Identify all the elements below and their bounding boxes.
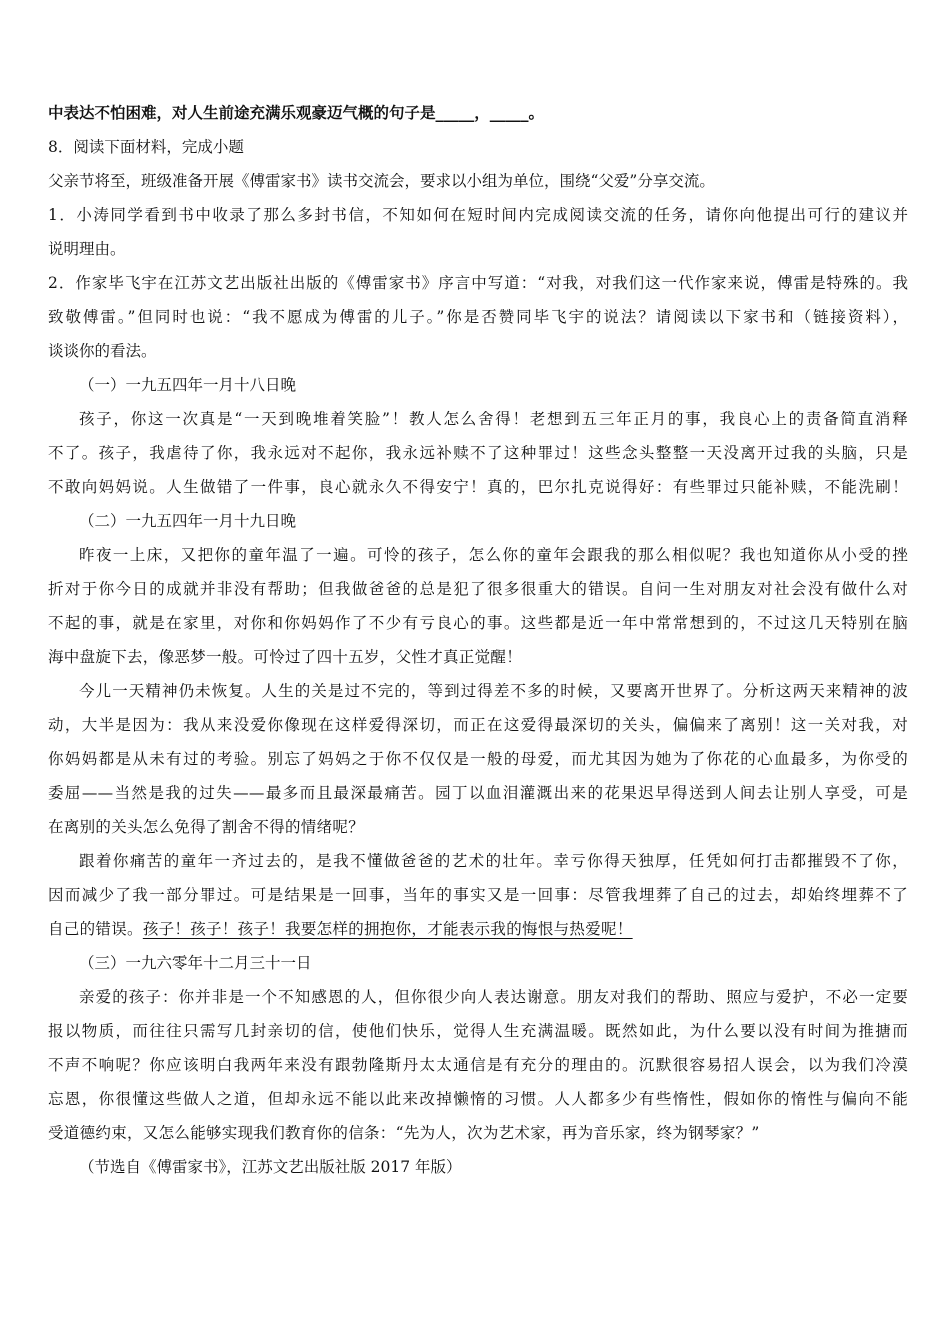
letter-3-heading: （三）一九六零年十二月三十一日	[79, 954, 312, 972]
letter-2-line: 折对于你今日的成就并非没有帮助；但我做爸爸的总是犯了很多很重大的错误。自问一生对朋友对社会没有做什么对	[48, 580, 908, 598]
letter-2-line: 委屈——当然是我的过失——最多而且最深最痛苦。园丁以血泪灌溉出来的花果迟早得送到人间去让别人享受，可是	[48, 784, 908, 802]
source-citation: （节选自《傅雷家书》，江苏文艺出版社版 2017 年版）	[79, 1158, 462, 1176]
letter-3-line: 报以物质，而往往只需写几封亲切的信，使他们快乐，觉得人生充满温暖。既然如此，为什么要以没有时间为推搪而	[48, 1022, 908, 1040]
letter-2-line: 今儿一天精神仍未恢复。人生的关是过不完的，等到过得差不多的时候，又要离开世界了。分析这两天来精神的波	[79, 682, 908, 700]
subquestion-1-line-1: 1．小涛同学看到书中收录了那么多封书信，不知如何在短时间内完成阅读交流的任务，请你向他提出可行的建议并	[48, 206, 908, 224]
question-8-title: 8．阅读下面材料，完成小题	[48, 138, 244, 156]
letter-2-line: 不起的事，就是在家里，对你和你妈妈作了不少有亏良心的事。这些都是近一年中常常想到的，不过这几天特别在脑	[48, 614, 908, 632]
plain-text: 自己的错误。	[48, 920, 143, 938]
subquestion-2-line-3: 谈谈你的看法。	[48, 342, 157, 360]
letter-1-line: 孩子，你这一次真是“一天到晚堆着笑脸”！教人怎么舍得！老想到五三年正月的事，我良心上的责备简直消释	[79, 410, 908, 428]
letter-3-line: 忘恩，你很懂这些做人之道，但却永远不能以此来改掉懒惰的习惯。人人都多少有些惰性，假如你的惰性与偏向不能	[48, 1090, 908, 1108]
question-7-tail: 中表达不怕困难，对人生前途充满乐观豪迈气概的句子是_____，_____。	[48, 103, 545, 122]
letter-2-line: 动，大半是因为：我从来没爱你像现在这样爱得深切，而正在这爱得最深切的关头，偏偏来了离别！这一关对我，对	[48, 716, 908, 734]
letter-1-heading: （一）一九五四年一月十八日晚	[79, 376, 297, 394]
letter-2-line: 海中盘旋下去，像恶梦一般。可怜过了四十五岁，父性才真正觉醒！	[48, 648, 523, 666]
letter-2-line: 在离别的关头怎么免得了割舍不得的情绪呢？	[48, 818, 365, 836]
letter-2-line: 你妈妈都是从未有过的考验。别忘了妈妈之于你不仅仅是一般的母爱，而尤其因为她为了你花的心血最多，为你受的	[48, 750, 908, 768]
letter-3-line: 受道德约束，又怎么能够实现我们教育你的信条：“先为人，次为艺术家，再为音乐家，终为钢琴家？”	[48, 1124, 760, 1142]
subquestion-2-line-1: 2．作家毕飞宇在江苏文艺出版社出版的《傅雷家书》序言中写道：“对我，对我们这一代作家来说，傅雷是特殊的。我	[48, 274, 908, 292]
subquestion-1-line-2: 说明理由。	[48, 240, 126, 258]
document-page	[48, 96, 908, 1184]
letter-2-line: 跟着你痛苦的童年一齐过去的，是我不懂做爸爸的艺术的壮年。幸亏你得天独厚，任凭如何打击都摧毁不了你，	[79, 852, 908, 870]
letter-1-line: 不了。孩子，我虐待了你，我永远对不起你，我永远补赎不了这种罪过！这些念头整整一天没离开过我的头脑，只是	[48, 444, 908, 462]
subquestion-2-line-2: 致敬傅雷。”但同时也说：“我不愿成为傅雷的儿子。”你是否赞同毕飞宇的说法？请阅读以下家书和（链接资料），	[48, 308, 908, 326]
letter-3-line: 不声不响呢？你应该明白我两年来没有跟勃隆斯丹太太通信是有充分的理由的。沉默很容易招人误会，以为我们冷漠	[48, 1056, 908, 1074]
letter-2-heading: （二）一九五四年一月十九日晚	[79, 512, 297, 530]
letter-2-line: 昨夜一上床，又把你的童年温了一遍。可怜的孩子，怎么你的童年会跟我的那么相似呢？我也知道你从小受的挫	[79, 546, 908, 564]
letter-3-line: 亲爱的孩子：你并非是一个不知感恩的人，但你很少向人表达谢意。朋友对我们的帮助、照应与爱护，不必一定要	[79, 988, 908, 1006]
letter-2-line: 因而减少了我一部分罪过。可是结果是一回事，当年的事实又是一回事：尽管我埋葬了自己的过去，却始终埋葬不了	[48, 886, 908, 904]
question-8-intro: 父亲节将至，班级准备开展《傅雷家书》读书交流会，要求以小组为单位，围绕“父爱”分享交流。	[48, 172, 715, 190]
letter-1-line: 不敢向妈妈说。人生做错了一件事，良心就永久不得安宁！真的，巴尔扎克说得好：有些罪过只能补赎，不能洗刷！	[48, 478, 908, 496]
underlined-sentence: 孩子！孩子！孩子！我要怎样的拥抱你，才能表示我的悔恨与热爱呢！	[142, 920, 633, 938]
letter-2-last-line	[48, 912, 908, 946]
